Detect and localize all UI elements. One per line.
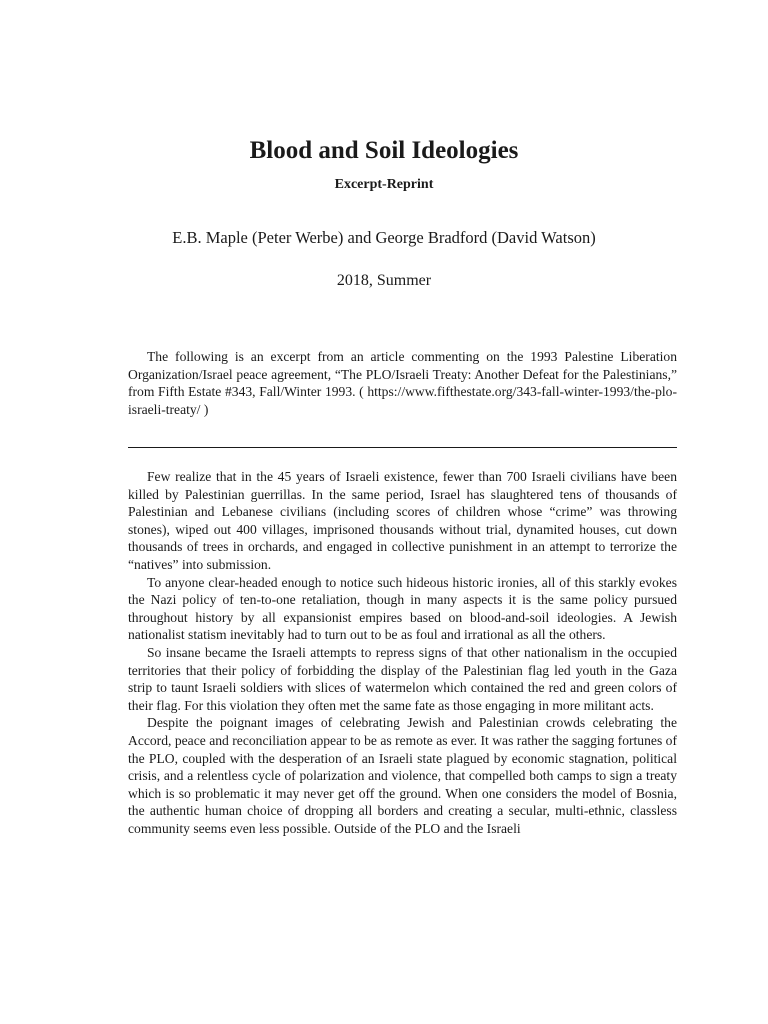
body-text <box>128 468 677 837</box>
body-paragraph: To anyone clear-headed enough to notice such hideous historic ironies, all of this starkly evokes the Nazi policy of ten-to-one retaliation, though in many aspects it is the same policy pursued throughout history by all expansionist empires based on blood-and-soil ideologies. A Jewish nationalist statism inevitably had to turn out to be as foul and irrational as all the others. <box>128 574 677 643</box>
document-date: 2018, Summer <box>336 272 432 289</box>
document-authors: E.B. Maple (Peter Werbe) and George Bradford (David Watson) <box>172 228 596 247</box>
body-paragraph: So insane became the Israeli attempts to repress signs of that other nationalism in the occupied territories that their policy of forbidding the display of the Palestinian flag led youth in the Gaza strip to taunt Israeli soldiers with slices of watermelon which contained the red and green colors of their flag. For this violation they often met the same fate as those engaging in more militant acts. <box>128 644 677 713</box>
intro-paragraph: The following is an excerpt from an article commenting on the 1993 Palestine Liberation Organization/Israel peace agreement, “The PLO/Israeli Treaty: Another Defeat for the Palestinians,” from Fifth Estate #343, Fall/Winter 1993. ( https://www.fifthestate.org/343-fall-winter-1993/the-plo-israeli-treaty/ ) <box>128 349 677 417</box>
section-divider <box>128 447 677 448</box>
body-paragraph: Despite the poignant images of celebrating Jewish and Palestinian crowds celebrating the Accord, peace and reconciliation appear to be as remote as ever. It was rather the sagging fortunes of the PLO, coupled with the desperation of an Israeli state plagued by economic stagnation, political crisis, and a relentless cycle of polarization and violence, that compelled both camps to sign a treaty which is so problematic it may never get off the ground. When one considers the model of Bosnia, the authentic human choice of dropping all borders and creating a secular, multi-ethnic, classless community seems even less possible. Outside of the PLO and the Israeli <box>128 715 677 836</box>
document-subtitle: Excerpt-Reprint <box>334 177 434 192</box>
body-paragraph: Few realize that in the 45 years of Israeli existence, fewer than 700 Israeli civilians have been killed by Palestinian guerrillas. In the same period, Israel has slaughtered tens of thousands of Palestinian and Lebanese civilians (including scores of children whose “crime” was throwing stones), wiped out 400 villages, imprisoned thousands without trial, dynamited houses, cut down thousands of trees in orchards, and engaged in collective punishment in an attempt to terrorize the “natives” into submission. <box>128 469 677 572</box>
document-title: Blood and Soil Ideologies <box>249 137 519 164</box>
